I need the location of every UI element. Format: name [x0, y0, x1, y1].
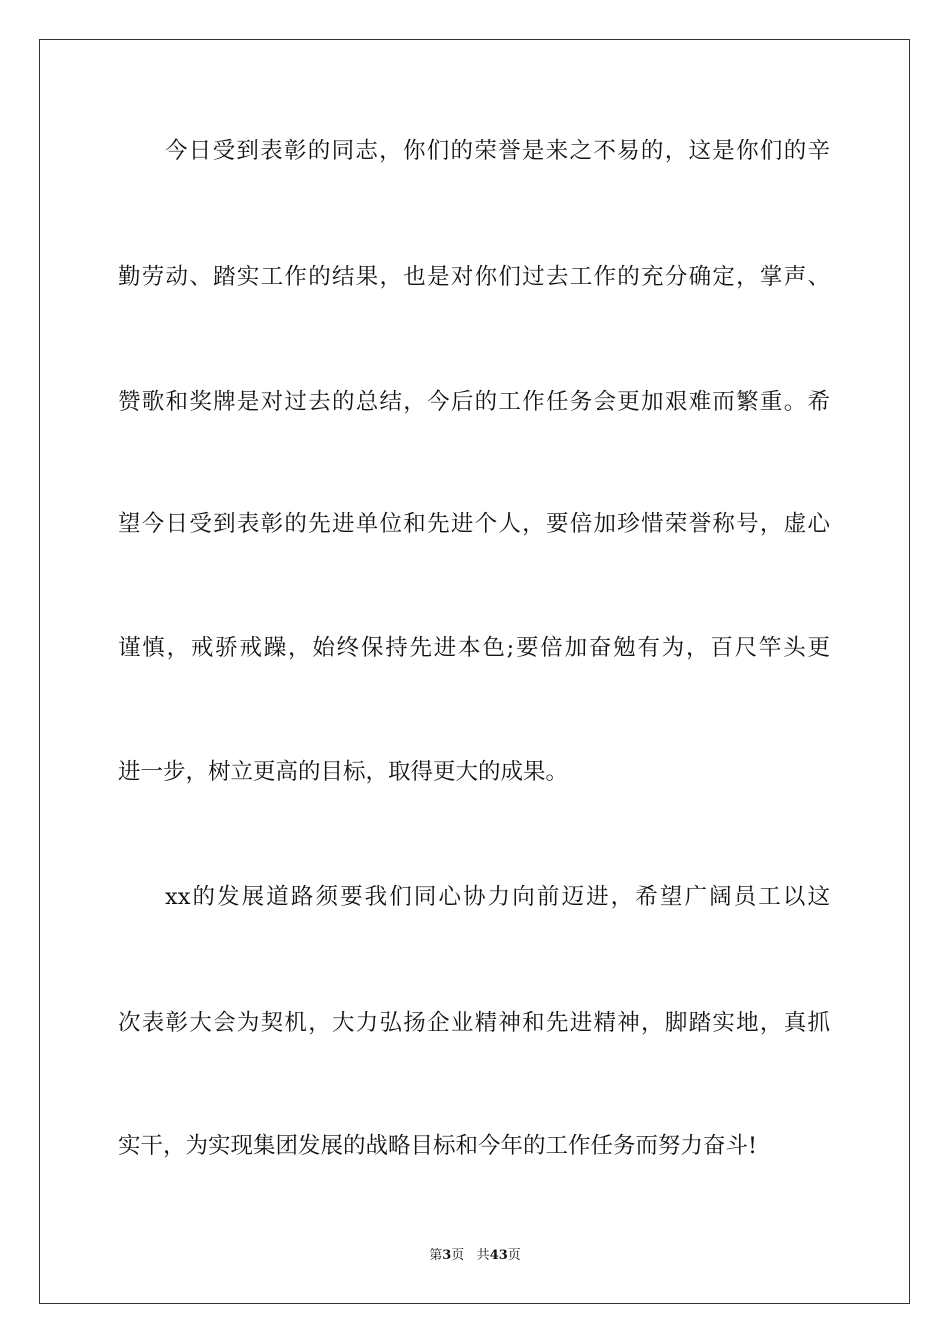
paragraph-1-line-5: 谨慎，戒骄戒躁，始终保持先进本色;要倍加奋勉有为，百尺竿头更	[118, 635, 830, 661]
footer-page-number: 3	[442, 1248, 452, 1263]
paragraph-2-line-1: xx的发展道路须要我们同心协力向前迈进，希望广阔员工以这	[165, 884, 830, 910]
paragraph-1-line-3: 赞歌和奖牌是对过去的总结，今后的工作任务会更加艰难而繁重。希	[118, 389, 830, 415]
paragraph-1-line-2: 勤劳动、踏实工作的结果，也是对你们过去工作的充分确定，掌声、	[118, 264, 830, 290]
footer-total-prefix: 共	[476, 1248, 490, 1263]
page-footer	[0, 1247, 950, 1265]
footer-total-pages: 43	[489, 1248, 508, 1263]
paragraph-1-line-4: 望今日受到表彰的先进单位和先进个人，要倍加珍惜荣誉称号，虚心	[118, 511, 830, 537]
footer-total-suffix: 页	[507, 1248, 521, 1263]
footer-page-prefix: 第	[429, 1248, 443, 1263]
paragraph-2-line-3: 实干，为实现集团发展的战略目标和今年的工作任务而努力奋斗!	[118, 1133, 758, 1159]
page-border	[39, 39, 910, 1304]
paragraph-1-line-6: 进一步，树立更高的目标，取得更大的成果。	[118, 759, 569, 785]
paragraph-2-line-2: 次表彰大会为契机，大力弘扬企业精神和先进精神，脚踏实地，真抓	[118, 1010, 830, 1036]
footer-page-suffix: 页	[451, 1248, 465, 1263]
paragraph-1-line-1: 今日受到表彰的同志，你们的荣誉是来之不易的，这是你们的辛	[165, 138, 830, 164]
